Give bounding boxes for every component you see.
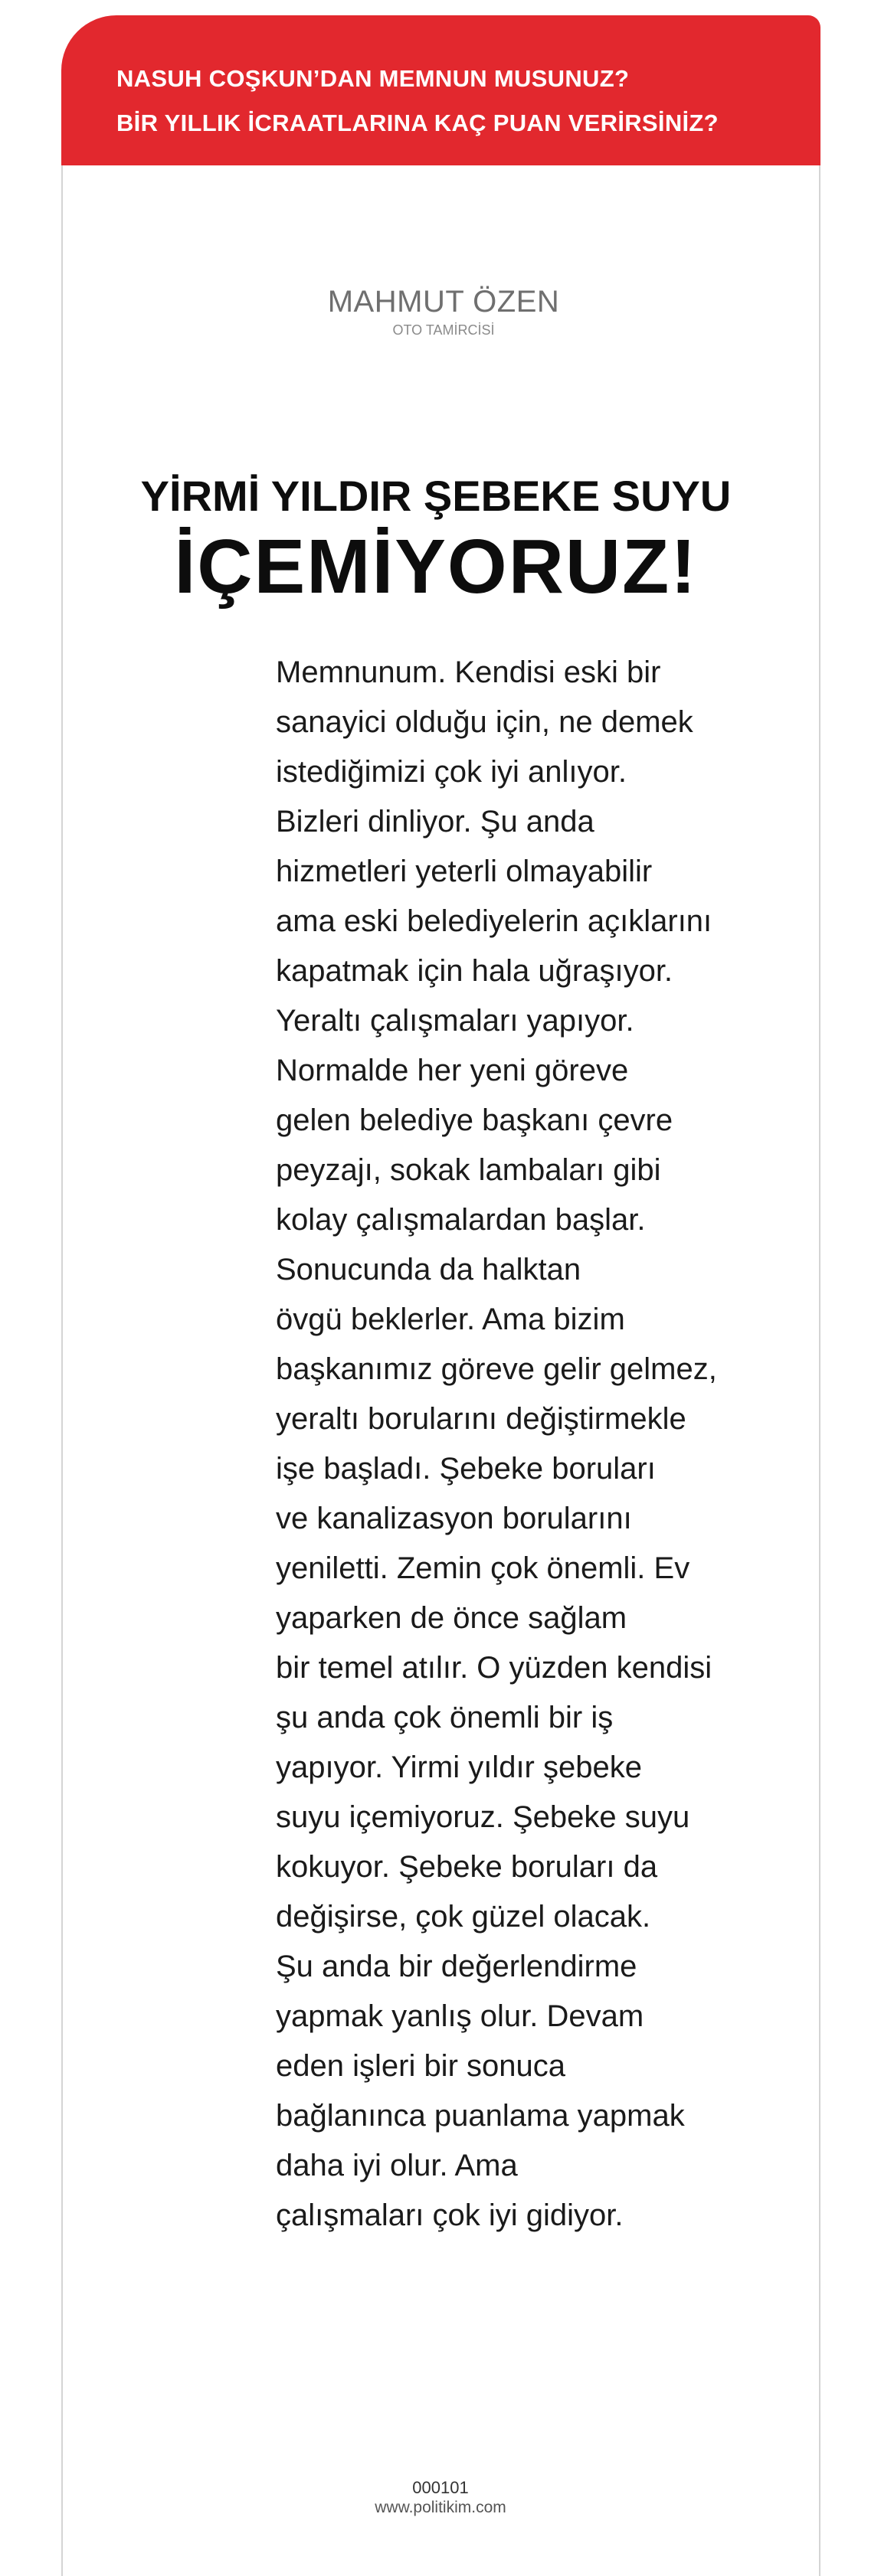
body-text-line: Normalde her yeni göreve [276, 1054, 629, 1087]
headline-line-1: YİRMİ YILDIR ŞEBEKE SUYU [140, 472, 732, 520]
body-text-line: ama eski belediyelerin açıklarını [276, 904, 712, 938]
body-text-line: istediğimizi çok iyi anlıyor. [276, 755, 627, 789]
body-text [276, 648, 717, 2241]
body-text-line: çalışmaları çok iyi gidiyor. [276, 2198, 624, 2232]
body-text-line: kolay çalışmalardan başlar. [276, 1203, 646, 1237]
body-text-line: hizmetleri yeterli olmayabilir [276, 855, 653, 888]
header-question-line-2: BİR YILLIK İCRAATLARINA KAÇ PUAN VERİRSİNİZ? [116, 110, 719, 136]
body-text-line: bağlanınca puanlama yapmak [276, 2099, 685, 2133]
footer [0, 2478, 881, 2518]
header-question-line-1: NASUH COŞKUN’DAN MEMNUN MUSUNUZ? [116, 65, 630, 92]
body-text-line: yeraltı borularını değiştirmekle [276, 1402, 686, 1436]
body-text-line: Memnunum. Kendisi eski bir [276, 655, 661, 689]
body-text-line: yapıyor. Yirmi yıldır şebeke [276, 1751, 642, 1784]
body-text-line: ve kanalizasyon borularını [276, 1502, 632, 1535]
body-text-line: işe başladı. Şebeke boruları [276, 1452, 656, 1486]
body-text-line: suyu içemiyoruz. Şebeke suyu [276, 1800, 690, 1834]
body-text-line: bir temel atılır. O yüzden kendisi [276, 1651, 712, 1685]
body-text-line: eden işleri bir sonuca [276, 2049, 565, 2083]
headline-line-2: İÇEMİYORUZ! [174, 524, 698, 610]
body-text-line: yeniletti. Zemin çok önemli. Ev [276, 1551, 690, 1585]
body-text-line: kapatmak için hala uğraşıyor. [276, 954, 673, 988]
body-text-line: kokuyor. Şebeke boruları da [276, 1850, 658, 1884]
body-text-line: yaparken de önce sağlam [276, 1601, 627, 1635]
body-text-line: Şu anda bir değerlendirme [276, 1950, 637, 1983]
footer-site: www.politikim.com [375, 2499, 506, 2516]
body-text-line: övgü beklerler. Ama bizim [276, 1303, 625, 1336]
body-text-line: gelen belediye başkanı çevre [276, 1103, 673, 1137]
byline-role: OTO TAMİRCİSİ [392, 322, 495, 338]
body-text-line: başkanımız göreve gelir gelmez, [276, 1352, 717, 1386]
byline-name: MAHMUT ÖZEN [327, 285, 560, 319]
body-text-line: daha iyi olur. Ama [276, 2149, 518, 2182]
body-text-line: Bizleri dinliyor. Şu anda [276, 805, 594, 839]
body-text-line: değişirse, çok güzel olacak. [276, 1900, 651, 1934]
byline [0, 285, 881, 338]
body-text-line: yapmak yanlış olur. Devam [276, 1999, 644, 2033]
body-text-line: sanayici olduğu için, ne demek [276, 705, 693, 739]
body-text-line: peyzajı, sokak lambaları gibi [276, 1153, 661, 1187]
body-text-line: Sonucunda da halktan [276, 1253, 581, 1286]
footer-code: 000101 [412, 2478, 469, 2497]
body-text-line: Yeraltı çalışmaları yapıyor. [276, 1004, 634, 1038]
headline [0, 469, 881, 610]
body-text-line: şu anda çok önemli bir iş [276, 1701, 614, 1734]
header-question [116, 57, 719, 145]
